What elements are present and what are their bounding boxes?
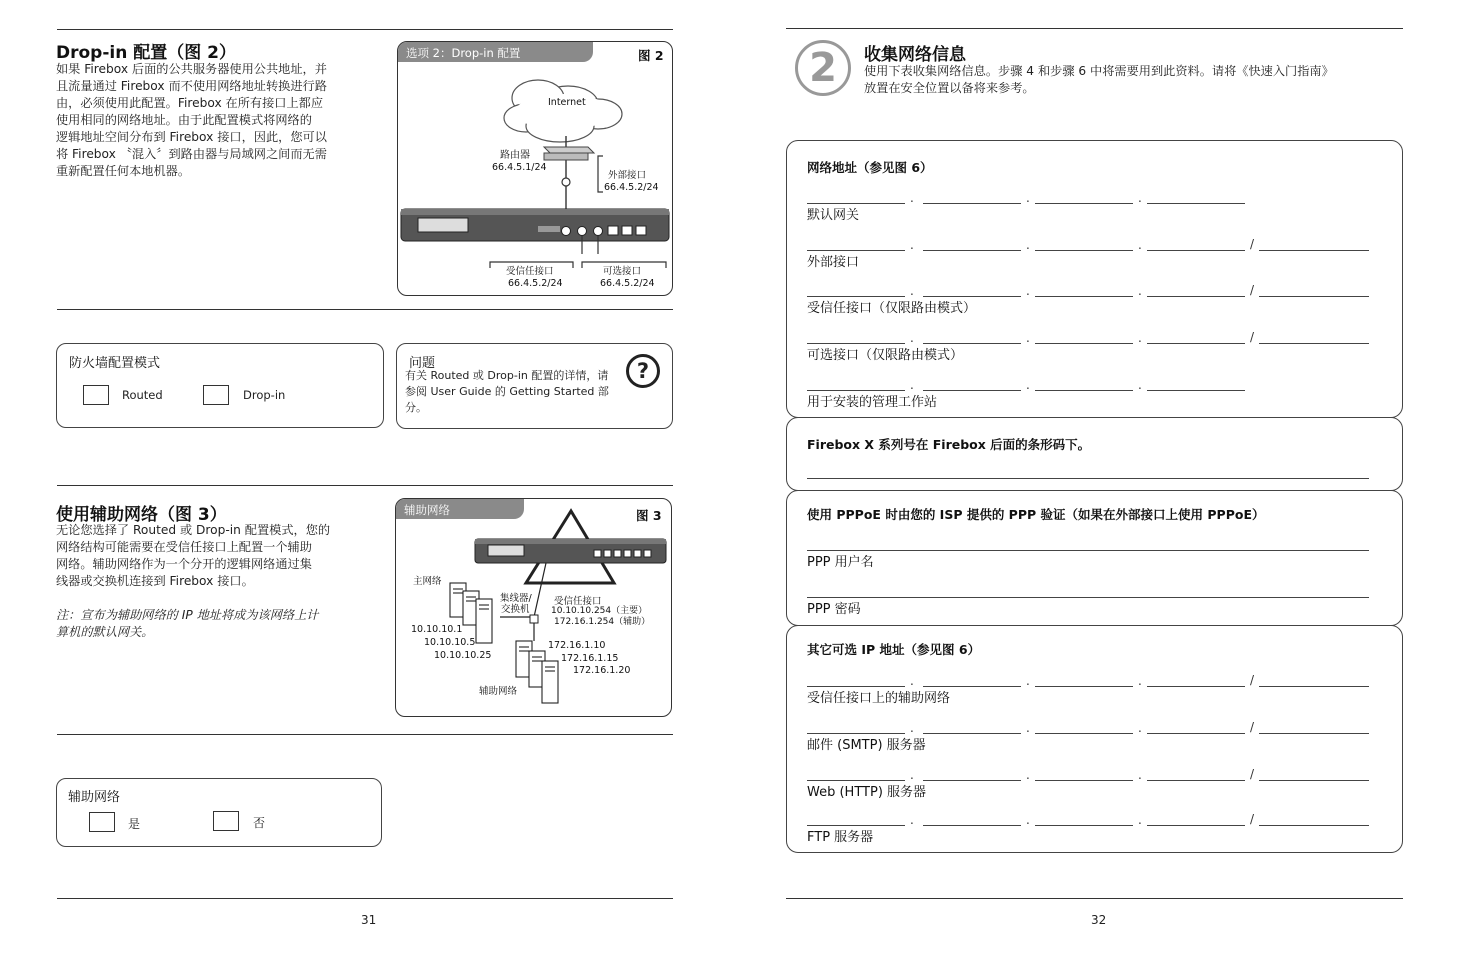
ftp-server-label: FTP 服务器 bbox=[807, 830, 874, 845]
secondary-box-title: 辅助网络 bbox=[68, 790, 121, 805]
ppp-username-label: PPP 用户名 bbox=[807, 555, 874, 570]
top-rule-left bbox=[57, 29, 673, 30]
mid-rule-2 bbox=[57, 485, 673, 486]
figure-3 bbox=[395, 498, 672, 717]
serial-section-title: Firebox X 系列号在 Firebox 后面的条形码下。 bbox=[807, 437, 1091, 452]
main-ip-3: 10.10.10.25 bbox=[434, 650, 492, 661]
router-label: 路由器 bbox=[500, 150, 530, 161]
bottom-rule-left bbox=[57, 898, 673, 899]
page-number-right: 32 bbox=[1091, 913, 1107, 927]
hub-label-1: 集线器/ bbox=[500, 593, 532, 604]
secondary-note: 注：宣布为辅助网络的 IP 地址将成为该网络上计 算机的默认网关。 bbox=[56, 608, 319, 639]
external-interface-label: 外部接口 bbox=[608, 170, 647, 181]
other-ip-section-title: 其它可选 IP 地址（参见图 6） bbox=[807, 642, 981, 657]
secondary-network-label: 辅助网络 bbox=[479, 686, 518, 697]
no-label: 否 bbox=[253, 816, 266, 830]
question-icon: ? bbox=[626, 354, 660, 388]
network-address-section: 网络地址（参见图 6） . . . 默认网关 . . . / 外部接口 . . . / 受信任接口（仅限路由模式） . . . / 可选接口（仅限路由模式） . . . 用于安装的管理工作站 bbox=[786, 140, 1403, 418]
other-ip-section: 其它可选 IP 地址（参见图 6） . . . / 受信任接口上的辅助网络 . . . / 邮件 (SMTP) 服务器 . . . / Web (HTTP) 服务器 . . . / FTP 服务器 bbox=[786, 625, 1403, 853]
mid-rule-1 bbox=[57, 309, 673, 310]
trusted-ip-primary: 10.10.10.254（主要） bbox=[551, 606, 648, 616]
figure-2-tab: 选项 2：Drop-in 配置 bbox=[398, 42, 593, 62]
pppoe-section-title: 使用 PPPoE 时由您的 ISP 提供的 PPP 验证（如果在外部接口上使用 PPPoE） bbox=[807, 507, 1265, 522]
dropin-checkbox[interactable] bbox=[203, 385, 229, 405]
question-text: 有关 Routed 或 Drop-in 配置的详情，请 参阅 User Guide 的 Getting Started 部分。 bbox=[405, 369, 609, 414]
ppp-password-line[interactable] bbox=[807, 597, 1369, 598]
management-station-label: 用于安装的管理工作站 bbox=[807, 395, 938, 410]
hub-label-2: 交换机 bbox=[501, 604, 530, 615]
bottom-rule-right bbox=[786, 898, 1403, 899]
routed-checkbox[interactable] bbox=[83, 385, 109, 405]
firewall-mode-title: 防火墙配置模式 bbox=[69, 356, 161, 371]
external-interface-ip: 66.4.5.2/24 bbox=[604, 182, 659, 193]
main-network-label: 主网络 bbox=[413, 576, 442, 587]
internet-label: Internet bbox=[548, 97, 586, 108]
optional-interface-label: 可选接口（仅限路由模式） bbox=[807, 348, 964, 363]
step-number-badge: 2 bbox=[795, 40, 851, 96]
dropin-text: 如果 Firebox 后面的公共服务器使用公共地址，并 且流量通过 Firebox 而不使用网络地址转换进行路 由，必须使用此配置。Firebox 在所有接口上都应 使用相同的网络地址。由于此配置模式将网络的 逻辑地址空间分布到 Firebox 接口，因此，您可以 将 Firebox 〝混入〞到路由器与局域网之间而无需 重新配置任何本地机器。 bbox=[56, 62, 327, 178]
secondary-title: 使用辅助网络（图 3） bbox=[56, 505, 227, 525]
http-server-label: Web (HTTP) 服务器 bbox=[807, 785, 927, 800]
yes-label: 是 bbox=[128, 817, 141, 831]
figure-3-tab: 辅助网络 bbox=[396, 499, 524, 519]
router-ip: 66.4.5.1/24 bbox=[492, 162, 547, 173]
intro-text: 使用下表收集网络信息。步骤 4 和步骤 6 中将需要用到此资料。请将《快速入门指南》 放置在安全位置以备将来参考。 bbox=[864, 64, 1334, 95]
firebox-device-icon bbox=[475, 539, 666, 563]
serial-number-section bbox=[786, 417, 1403, 491]
default-gateway-label: 默认网关 bbox=[807, 208, 860, 223]
smtp-server-label: 邮件 (SMTP) 服务器 bbox=[807, 738, 926, 753]
page-title: 收集网络信息 bbox=[864, 45, 966, 65]
yes-checkbox[interactable] bbox=[89, 812, 115, 832]
figure-2 bbox=[397, 41, 673, 296]
trusted-interface-label: 受信任接口 bbox=[554, 596, 602, 607]
dropin-label: Drop-in bbox=[243, 388, 286, 402]
secondary-ip-3: 172.16.1.20 bbox=[573, 665, 631, 676]
no-checkbox[interactable] bbox=[213, 811, 239, 831]
secondary-network-box bbox=[56, 778, 382, 847]
secondary-text: 无论您选择了 Routed 或 Drop-in 配置模式，您的 网络结构可能需要在受信任接口上配置一个辅助 网络。辅助网络作为一个分开的逻辑网络通过集 线器或交换机连接到 Firebox 接口。 bbox=[56, 523, 331, 588]
pppoe-section bbox=[786, 490, 1403, 626]
page-number-left: 31 bbox=[361, 913, 377, 927]
figure-3-label: 图 3 bbox=[636, 508, 662, 523]
secondary-ip-1: 172.16.1.10 bbox=[548, 640, 606, 651]
router-icon bbox=[544, 147, 594, 160]
trusted-interface-label: 受信任接口 bbox=[506, 266, 554, 277]
figure-2-label: 图 2 bbox=[638, 48, 664, 63]
ppp-password-label: PPP 密码 bbox=[807, 602, 861, 617]
trusted-interface-label: 受信任接口（仅限路由模式） bbox=[807, 301, 977, 316]
secondary-network-label: 受信任接口上的辅助网络 bbox=[807, 691, 951, 706]
top-rule-right bbox=[786, 28, 1403, 29]
optional-interface-ip: 66.4.5.2/24 bbox=[600, 278, 655, 289]
serial-number-line[interactable] bbox=[807, 478, 1369, 479]
optional-interface-label: 可选接口 bbox=[603, 266, 642, 277]
firebox-device-icon bbox=[401, 209, 669, 241]
firewall-mode-box bbox=[56, 343, 384, 428]
trusted-interface-ip: 66.4.5.2/24 bbox=[508, 278, 563, 289]
network-section-title: 网络地址（参见图 6） bbox=[807, 160, 933, 175]
ppp-username-line[interactable] bbox=[807, 550, 1369, 551]
trusted-ip-secondary: 172.16.1.254（辅助） bbox=[554, 617, 651, 627]
main-ip-2: 10.10.10.5 bbox=[424, 637, 476, 648]
secondary-ip-2: 172.16.1.15 bbox=[561, 653, 619, 664]
mid-rule-3 bbox=[57, 734, 673, 735]
routed-label: Routed bbox=[122, 388, 163, 402]
main-ip-1: 10.10.10.1 bbox=[411, 624, 463, 635]
question-title: 问题 bbox=[409, 356, 436, 371]
external-interface-label: 外部接口 bbox=[807, 255, 860, 270]
dropin-title: Drop-in 配置（图 2） bbox=[56, 43, 236, 63]
question-box bbox=[396, 343, 673, 429]
